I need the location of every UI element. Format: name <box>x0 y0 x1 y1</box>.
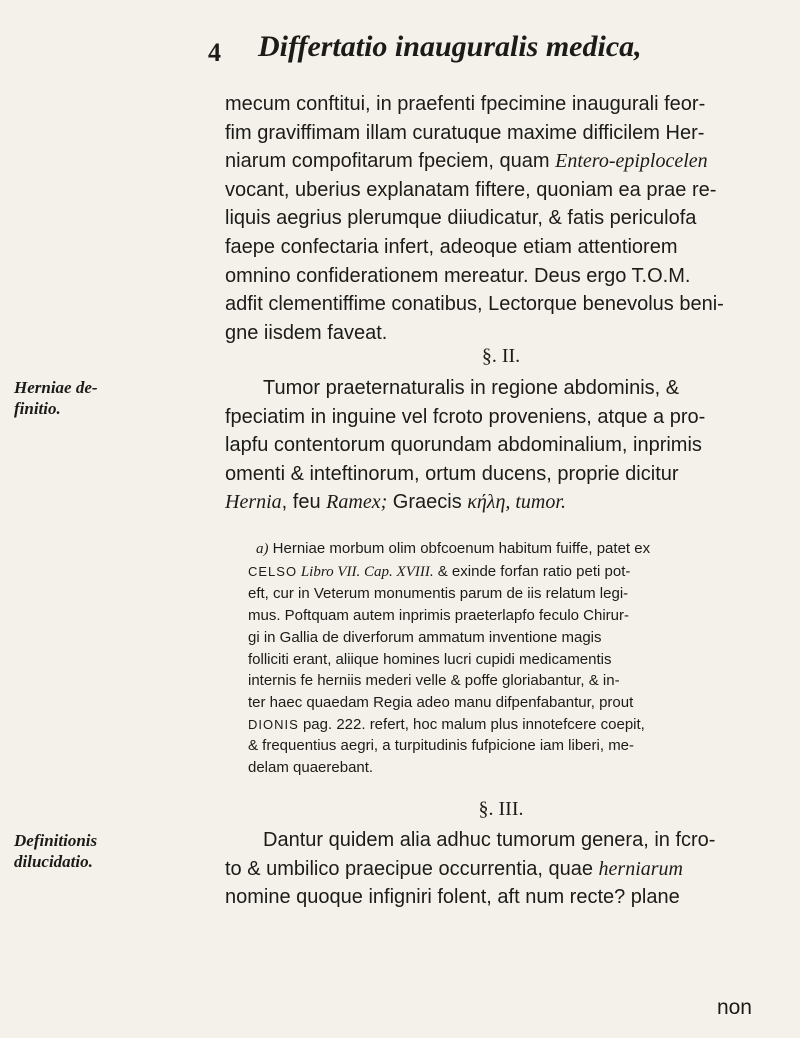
text-line: to & umbilico praecipue occurrentia, quae herniarum <box>225 857 683 880</box>
footnote-line: gi in Gallia de diverforum ammatum inventione magis <box>248 628 602 646</box>
text-line: faepe confectaria infert, adeoque etiam attentiorem <box>225 235 678 258</box>
text-line: Dantur quidem alia adhuc tumorum genera, in fcro- <box>263 829 716 851</box>
page-number: 4 <box>208 38 221 67</box>
footnote-line: delam quaerebant. <box>248 759 374 777</box>
footnote <box>248 538 784 779</box>
footnote-line: internis fe herniis mederi velle & poffe gloriabantur, & in- <box>248 672 620 690</box>
catchword: non <box>716 996 752 1019</box>
text-line: fim graviffimam illam curatuque maxime difficilem Her- <box>225 121 705 144</box>
section-3-paragraph <box>225 826 777 912</box>
term-entero-epiplocele: Entero-epiplocelen <box>555 150 708 173</box>
footnote-line: DIONIS pag. 222. refert, hoc malum plus innotefcere coepit, <box>248 715 645 733</box>
intro-paragraph <box>225 90 777 347</box>
text-line: niarum compofitarum fpeciem, quam Entero-epiplocelen <box>225 150 708 173</box>
footnote-line: a) Herniae morbum olim obfcoenum habitum fuiffe, patet ex <box>256 540 651 557</box>
page-header <box>208 28 768 78</box>
text-line: mecum conftitui, in praefenti fpecimine inaugurali feor- <box>225 93 706 115</box>
text-line: vocant, uberius explanatam fiftere, quoniam ea prae re- <box>225 178 717 201</box>
footnote-line: mus. Poftquam autem inprimis praeterlapfo feculo Chirur- <box>248 607 629 625</box>
section-heading-3: §. III. <box>478 798 524 820</box>
text-line: gne iisdem faveat. <box>225 321 388 344</box>
text-line: adfit clementiffime conatibus, Lectorque benevolus beni- <box>225 293 724 316</box>
text-line: Tumor praeternaturalis in regione abdominis, & <box>263 377 680 399</box>
footnote-line: & frequentius aegri, a turpitudinis fufpicione iam liberi, me- <box>248 737 635 755</box>
footnote-line: ter haec quaedam Regia adeo manu difpenfabantur, prout <box>248 693 634 711</box>
section-heading-2: §. II. <box>481 345 521 367</box>
footnote-line: eft, cur in Veterum monumentis parum de iis relatum legi- <box>248 585 629 603</box>
footnote-line: folliciti erant, aliique homines lucri cupidi medicamentis <box>248 650 612 668</box>
text-line: lapfu contentorum quorundam abdominalium, inprimis <box>225 434 702 457</box>
text-line: liquis aegrius plerumque diiudicatur, & fatis periculofa <box>225 207 697 230</box>
margin-note-definition: Herniae de- finitio. <box>14 378 98 418</box>
text-line: Hernia, feu Ramex; Graecis κήλη, tumor. <box>225 491 566 514</box>
margin-note-clarification: Definitionis dilucidatio. <box>14 831 98 871</box>
running-title: Differtatio inauguralis medica, <box>258 30 642 63</box>
footnote-line: CELSO Libro VII. Cap. XVIII. & exinde forfan ratio peti pot- <box>248 562 631 580</box>
text-line: nomine quoque infigniri folent, aft num recte? plane <box>225 886 680 909</box>
text-line: fpeciatim in inguine vel fcroto proveniens, atque a pro- <box>225 405 706 428</box>
section-2-paragraph <box>225 374 777 517</box>
text-line: omenti & inteftinorum, ortum ducens, proprie dicitur <box>225 462 679 485</box>
text-line: omnino confiderationem mereatur. Deus ergo T.O.M. <box>225 264 691 287</box>
